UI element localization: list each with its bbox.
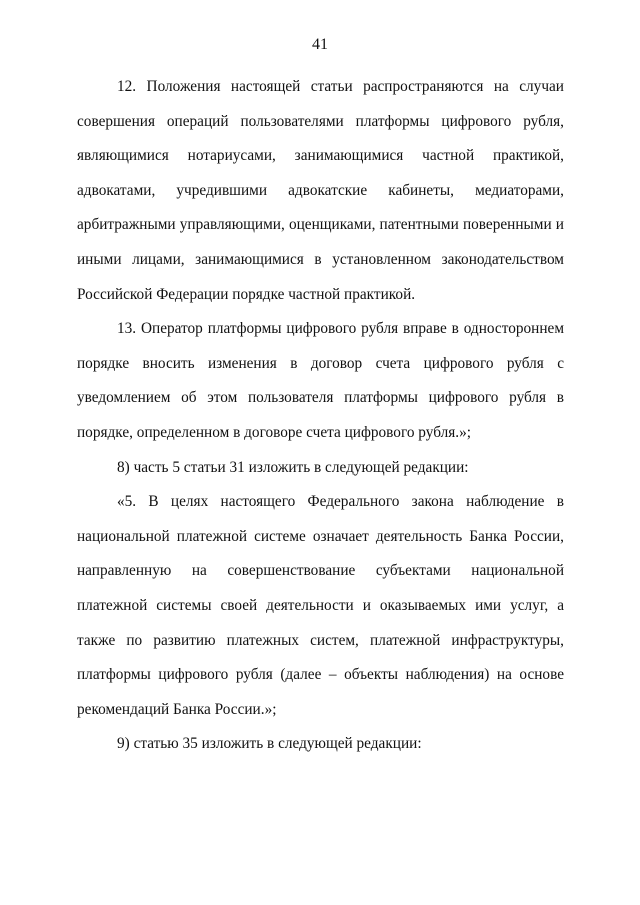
paragraph-part-5: «5. В целях настоящего Федерального закона наблюдение в национальной платежной системе означает деятельность Банка России, направленную на совершенствование субъектами национальной платежной системы своей деятельности и оказываемых ими услуг, а также по развитию платежных систем, платежной инфраструктуры, платформы цифрового рубля (далее – объекты наблюдения) на основе рекомендаций Банка России.»;	[77, 493, 564, 718]
paragraph-12: 12. Положения настоящей статьи распространяются на случаи совершения операций пользователями платформы цифрового рубля, являющимися нотариусами, занимающимися частной практикой, адвокатами, учредившими адвокатские кабинеты, медиаторами, арбитражными управляющими, оценщиками, патентными поверенными и иными лицами, занимающимися в установленном законодательством Российской Федерации порядке частной практикой.	[77, 78, 564, 303]
document-body	[77, 70, 564, 762]
paragraph-13: 13. Оператор платформы цифрового рубля вправе в одностороннем порядке вносить изменения в договор счета цифрового рубля с уведомлением об этом пользователя платформы цифрового рубля в порядке, определенном в договоре счета цифрового рубля.»;	[77, 320, 564, 441]
paragraph-amendment-9: 9) статью 35 изложить в следующей редакции:	[117, 735, 422, 753]
page-number: 41	[312, 36, 328, 53]
paragraph-amendment-8: 8) часть 5 статьи 31 изложить в следующей редакции:	[117, 458, 469, 476]
